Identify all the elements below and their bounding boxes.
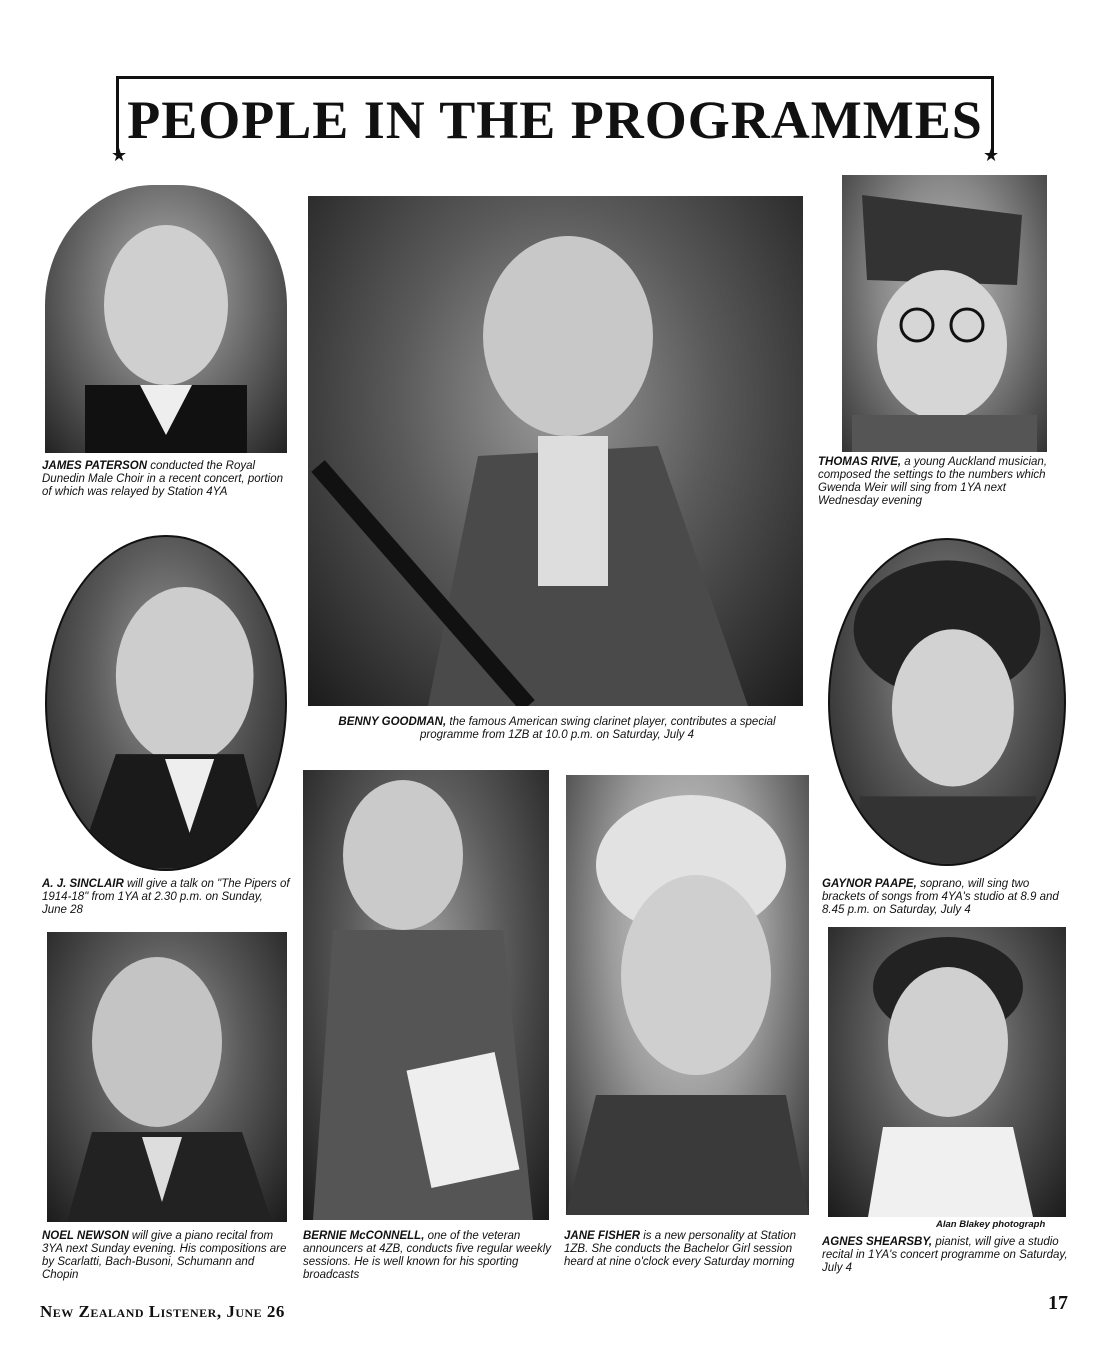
photo-jane-fisher <box>566 775 809 1215</box>
photo-agnes-shearsby <box>828 927 1066 1217</box>
masthead-frame <box>116 76 994 154</box>
caption-agnes-shearsby: AGNES SHEARSBY, pianist, will give a studio recital in 1YA's concert programme on Saturday, July 4 <box>822 1236 1068 1274</box>
caption-bernie-mcconnell: BERNIE McCONNELL, one of the veteran announcers at 4ZB, conducts five regular weekly sessions. He is well known for his sporting broadcasts <box>303 1230 552 1281</box>
star-ornament-right: ★ <box>983 145 1000 165</box>
caption-aj-sinclair: A. J. SINCLAIR will give a talk on "The Pipers of 1914-18" from 1YA at 2.30 p.m. on Sunday, June 28 <box>42 878 290 916</box>
caption-benny-goodman: BENNY GOODMAN, the famous American swing clarinet player, contributes a special programme from 1ZB at 10.0 p.m. on Saturday, July 4 <box>338 716 776 741</box>
photo-benny-goodman <box>308 196 803 706</box>
photo-gaynor-paape <box>828 538 1066 866</box>
photo-james-paterson <box>45 185 287 453</box>
caption-noel-newson: NOEL NEWSON will give a piano recital from 3YA next Sunday evening. His compositions are by Scarlatti, Bach-Busoni, Schumann and Chopin <box>42 1230 287 1281</box>
photo-credit: Alan Blakey photograph <box>936 1219 1046 1230</box>
caption-gaynor-paape: GAYNOR PAAPE, soprano, will sing two brackets of songs from 4YA's studio at 8.9 and 8.45 p.m. on Saturday, July 4 <box>822 878 1059 916</box>
caption-thomas-rive: THOMAS RIVE, a young Auckland musician, composed the settings to the numbers which Gwenda Weir will sing from 1YA next Wednesday evening <box>818 456 1048 507</box>
photo-aj-sinclair <box>45 535 287 871</box>
publication-footer: New Zealand Listener, June 26 <box>40 1302 285 1321</box>
caption-james-paterson: JAMES PATERSON conducted the Royal Dunedin Male Choir in a recent concert, portion of which was relayed by Station 4YA <box>42 460 283 498</box>
caption-jane-fisher: JANE FISHER is a new personality at Station 1ZB. She conducts the Bachelor Girl session heard at nine o'clock every Saturday morning <box>564 1230 797 1268</box>
page-title: PEOPLE IN THE PROGRAMMES <box>127 90 983 150</box>
photo-noel-newson <box>47 932 287 1222</box>
star-ornament-left: ★ <box>111 145 128 165</box>
photo-bernie-mcconnell <box>303 770 549 1220</box>
page-number: 17 <box>1048 1292 1068 1314</box>
photo-thomas-rive <box>842 175 1047 452</box>
